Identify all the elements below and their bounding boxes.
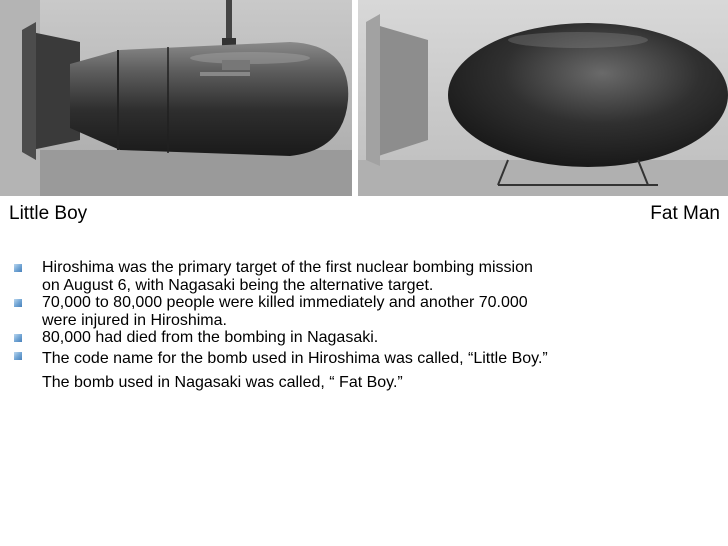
bullet-list [12, 259, 552, 395]
square-bullet-icon [14, 299, 22, 307]
fat-man-image [358, 0, 728, 196]
bullet-text: 70,000 to 80,000 people were killed immediately and another 70.000 were injured in Hiroshima. [42, 294, 528, 329]
bullet-text: 80,000 had died from the bombing in Nagasaki. [42, 329, 379, 346]
list-item [12, 259, 552, 294]
list-item [12, 347, 552, 395]
square-bullet-icon [14, 334, 22, 342]
square-bullet-icon [14, 264, 22, 272]
list-item [12, 329, 552, 347]
fat-man-caption: Fat Man [650, 203, 720, 224]
square-bullet-icon [14, 352, 22, 360]
little-boy-image [0, 0, 352, 196]
bullet-text: The code name for the bomb used in Hiroshima was called, “Little Boy.” The bomb used in Nagasaki was called, “ Fat Boy.” [42, 349, 548, 391]
bullet-text: Hiroshima was the primary target of the first nuclear bombing mission on August 6, with Nagasaki being the alternative target. [42, 259, 533, 294]
little-boy-photo [0, 0, 352, 196]
list-item [12, 294, 552, 329]
fat-man-photo [358, 0, 728, 196]
little-boy-caption: Little Boy [9, 203, 88, 224]
